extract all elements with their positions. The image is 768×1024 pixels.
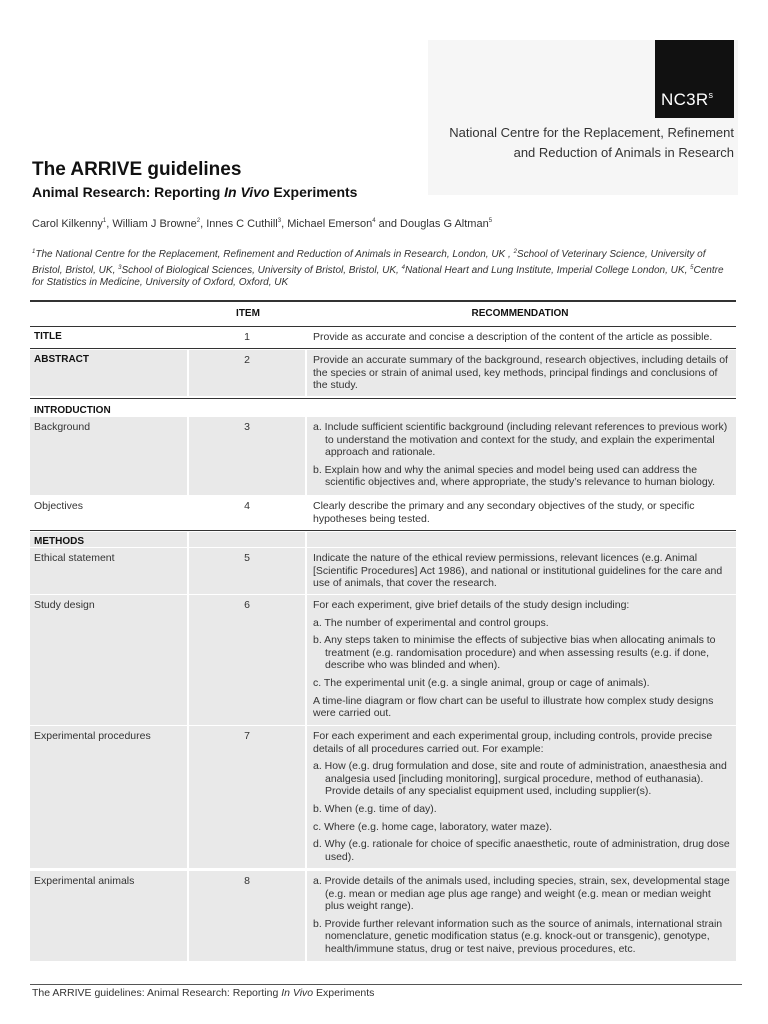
org-name-line-2: and Reduction of Animals in Research — [513, 145, 734, 160]
row-label: Study design — [30, 595, 187, 725]
row-item: 2 — [189, 350, 305, 396]
nc3rs-logo — [655, 40, 734, 118]
row-item: 3 — [189, 417, 305, 495]
footer-part-2: Experiments — [313, 987, 375, 999]
section-heading-row — [30, 401, 736, 416]
author: Innes C Cuthill — [206, 218, 278, 230]
affiliation: School of Biological Sciences, University of Bristol, Bristol, UK, — [121, 264, 399, 276]
rec-text: For each experiment, give brief details of the study design including: — [313, 599, 630, 611]
table-row — [30, 327, 736, 347]
footer-part-1: The ARRIVE guidelines: Animal Research: Reporting — [32, 987, 282, 999]
author: Michael Emerson — [287, 218, 373, 230]
affiliation: The National Centre for the Replacement, Refinement and Reduction of Animals in Research, London, UK , — [35, 249, 511, 260]
rec-text: a. How (e.g. drug formulation and dose, site and route of administration, anaesthesia and analgesia used [including monitoring], surgical procedure, method of euthanasia). Provide details of any specialist equipment used, including supplier(s). — [313, 760, 727, 798]
row-divider — [30, 348, 736, 349]
document-title: The ARRIVE guidelines — [32, 159, 242, 180]
table-row — [30, 548, 736, 594]
subtitle-italic: In Vivo — [224, 184, 270, 200]
author: William J Browne — [112, 218, 197, 230]
document-subtitle — [32, 184, 357, 200]
section-divider — [30, 530, 736, 531]
rec-text: d. Why (e.g. rationale for choice of specific anaesthetic, route of administration, drug dose used). — [313, 838, 730, 863]
row-item: 5 — [189, 548, 305, 594]
row-item-empty — [189, 532, 305, 547]
header-recommendation: RECOMMENDATION — [471, 308, 569, 319]
affil-sup: 3 — [118, 264, 122, 271]
rec-text: a. The number of experimental and control groups. — [313, 616, 549, 629]
author-sup: 3 — [277, 218, 282, 224]
row-label: Objectives — [34, 500, 84, 512]
rec-text: b. When (e.g. time of day). — [313, 802, 437, 815]
author: Douglas G Altman — [400, 218, 489, 230]
row-recommendation — [307, 871, 736, 961]
author-list: Carol Kilkenny$^1$, William J Browne$^2$, Innes C Cuthill$^3$, Michael Emerson$^4$ and Douglas G Altman$^5$ — [32, 218, 493, 230]
subtitle-part-1: Animal Research: Reporting — [32, 184, 225, 200]
row-item: 1 — [244, 331, 250, 343]
table-row — [30, 417, 736, 495]
row-recommendation — [307, 417, 736, 495]
row-recommendation — [307, 327, 736, 347]
row-recommendation — [307, 726, 736, 868]
row-recommendation — [307, 548, 736, 594]
table-row — [30, 595, 736, 725]
rec-text: Clearly describe the primary and any secondary objectives of the study, or specific hypotheses being tested. — [313, 500, 695, 525]
affil-sup: 2 — [513, 249, 517, 255]
row-label: Background — [30, 417, 187, 495]
affil-sup: 4 — [401, 264, 405, 271]
row-label: TITLE — [34, 331, 62, 342]
row-item: 6 — [189, 595, 305, 725]
affiliation: School of Veterinary Science, University of Bristol, Bristol, UK, — [32, 249, 706, 276]
rec-text: b. Provide further relevant information such as the source of animals, international strain nomenclature, genetic modification status (e.g. knock-out or transgenic), genotype, health/immune status, drug or test naive, previous procedures, etc. — [313, 917, 723, 955]
section-heading: METHODS — [30, 532, 187, 547]
author-sup: 2 — [196, 218, 201, 224]
row-recommendation-empty — [307, 532, 736, 547]
rec-text: A time-line diagram or flow chart can be useful to illustrate how complex study designs were carried out. — [313, 694, 714, 720]
section-heading-row — [30, 532, 736, 547]
footer-divider — [30, 984, 742, 985]
author: Carol Kilkenny — [32, 218, 103, 230]
footer-italic: In Vivo — [281, 987, 314, 999]
table-row — [30, 726, 736, 868]
rec-text: c. Where (e.g. home cage, laboratory, water maze). — [313, 820, 553, 833]
affiliation: Centre for Statistics in Medicine, University of Oxford, Oxford, UK — [32, 264, 724, 288]
row-item: 7 — [189, 726, 305, 868]
page-footer — [32, 987, 374, 999]
row-label: Experimental procedures — [30, 726, 187, 868]
row-item: 8 — [189, 871, 305, 961]
row-label: Experimental animals — [30, 871, 187, 961]
affil-sup: 5 — [690, 264, 694, 271]
rec-text: Provide an accurate summary of the background, research objectives, including details of the species or strain of animal used, key methods, principal findings and conclusions of the study. — [313, 354, 728, 392]
rec-text: b. Explain how and why the animal species and model being used can address the scientific objectives and, where appropriate, the study’s relevance to human biology. — [313, 463, 716, 489]
table-row — [30, 871, 736, 961]
row-recommendation — [307, 496, 736, 528]
rec-text: c. The experimental unit (e.g. a single animal, group or cage of animals). — [313, 676, 650, 689]
author-sup: 5 — [488, 218, 493, 224]
affil-sup: 1 — [32, 249, 36, 255]
affiliation: National Heart and Lung Institute, Imperial College London, UK, — [404, 264, 688, 276]
rec-text: b. Any steps taken to minimise the effects of subjective bias when allocating animals to treatment (e.g. randomisation procedure) and when assessing results (e.g. if done, describe who was blinded and when). — [313, 634, 716, 672]
rec-text: Indicate the nature of the ethical review permissions, relevant licences (e.g. Animal [Scientific Procedures] Act 1986), and national or institutional guidelines for the care and use of animals, that cover the research. — [313, 552, 723, 590]
section-heading: INTRODUCTION — [34, 405, 111, 416]
row-recommendation — [307, 350, 736, 396]
row-label: ABSTRACT — [30, 350, 187, 396]
rec-text: a. Include sufficient scientific background (including relevant references to previous work) to understand the motivation and context for the study, and explain the experimental approach and rationale. — [313, 421, 728, 459]
rec-text: a. Provide details of the animals used, including species, strain, sex, developmental stage (e.g. mean or median age plus age range) and weight (e.g. mean or median weight plus weight range). — [313, 875, 730, 913]
logo-text: $NC3R^s$ — [661, 90, 714, 109]
rec-text: Provide as accurate and concise a description of the content of the article as possible. — [313, 331, 713, 343]
table-row — [30, 350, 736, 396]
table-header — [30, 300, 736, 327]
section-divider — [30, 398, 736, 399]
rec-text: For each experiment and each experimental group, including controls, provide precise details of all procedures carried out. For example: — [313, 730, 713, 755]
table-row — [30, 496, 736, 528]
header-item: ITEM — [236, 308, 260, 319]
author-sup: 4 — [372, 218, 376, 224]
row-item: 4 — [244, 500, 250, 512]
subtitle-part-2: Experiments — [269, 184, 358, 200]
org-name-line-1: National Centre for the Replacement, Refinement — [449, 125, 734, 140]
author-sup: 1 — [102, 218, 107, 224]
affiliations — [32, 246, 736, 290]
row-label: Ethical statement — [30, 548, 187, 594]
row-recommendation — [307, 595, 736, 725]
